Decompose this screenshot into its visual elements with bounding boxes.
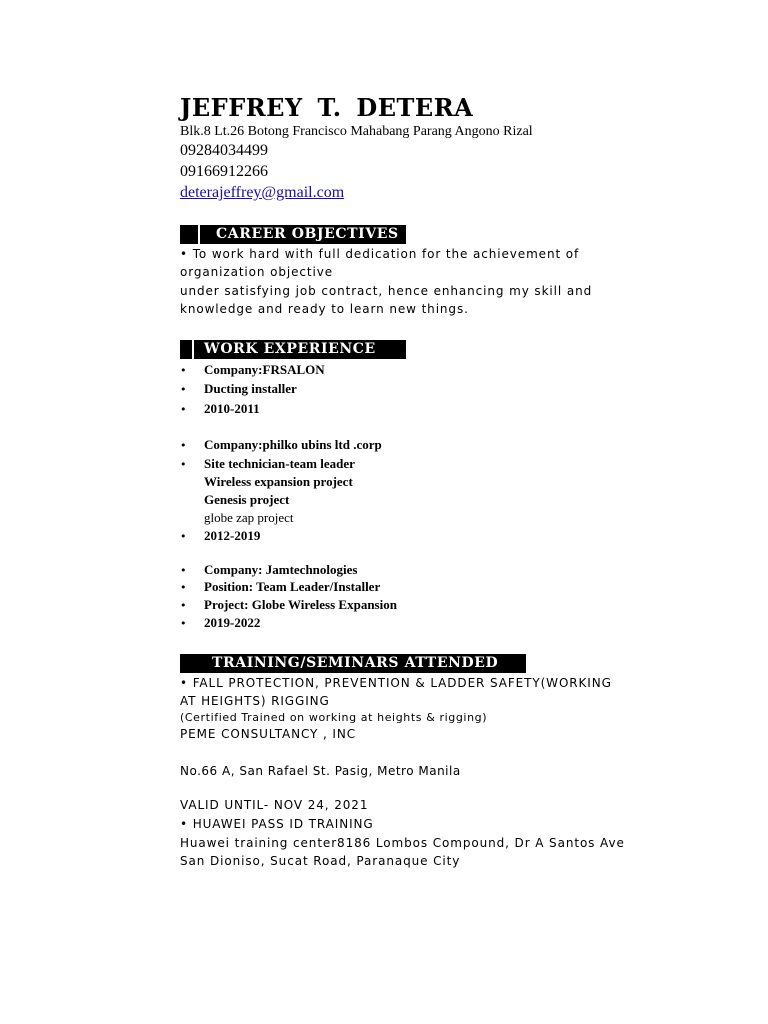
training-2-line-2: San Dioniso, Sucat Road, Paranaque City [180,854,461,868]
address: Blk.8 Lt.26 Botong Francisco Mahabang Parang Angono Rizal [180,124,533,139]
list-bullet: • [180,403,187,416]
list-bullet: • [180,530,187,543]
career-line-4: knowledge and ready to learn new things. [180,302,469,316]
career-objectives-title: CAREER OBJECTIVES [216,226,399,242]
training-1-organization: PEME CONSULTANCY , INC [180,727,357,741]
list-bullet: • [180,599,187,612]
job3-years: 2019-2022 [204,615,261,630]
job1-years: 2010-2011 [204,401,260,416]
applicant-name: JEFFREY T. DETERA [180,93,474,122]
career-objectives-heading [180,225,406,244]
training-2-line-1: Huawei training center8186 Lombos Compound, Dr A Santos Ave [180,836,625,850]
training-heading [180,654,526,673]
job1-company: Company:FRSALON [204,362,325,377]
job3-company: Company: Jamtechnologies [204,562,358,577]
training-title: TRAINING/SEMINARS ATTENDED [212,655,499,671]
job2-project-1: Wireless expansion project [204,474,353,489]
training-1-address: No.66 A, San Rafael St. Pasig, Metro Manila [180,764,461,778]
career-line-1: • To work hard with full dedication for the achievement of [180,247,580,261]
job2-years: 2012-2019 [204,528,261,543]
list-bullet: • [180,564,187,577]
job2-role: Site technician-team leader [204,456,355,471]
work-experience-heading [180,340,406,359]
list-bullet: • [180,458,187,471]
training-1-line-1: • FALL PROTECTION, PREVENTION & LADDER SAFETY(WORKING [180,676,612,690]
career-line-3: under satisfying job contract, hence enhancing my skill and [180,284,593,298]
training-1-validity: VALID UNTIL- NOV 24, 2021 [180,798,369,812]
list-bullet: • [180,617,187,630]
list-bullet: • [180,364,187,377]
job2-project-2: Genesis project [204,492,290,507]
job3-position: Position: Team Leader/Installer [204,579,381,594]
list-bullet: • [180,581,187,594]
job2-company: Company:philko ubins ltd .corp [204,437,382,452]
job2-project-3: globe zap project [204,510,294,525]
training-1-line-2: AT HEIGHTS) RIGGING [180,694,330,708]
list-bullet: • [180,439,187,452]
training-2-title: • HUAWEI PASS ID TRAINING [180,817,374,831]
job1-role: Ducting installer [204,381,297,396]
list-bullet: • [180,383,187,396]
phone-number-2: 09166912266 [180,163,268,180]
email-link[interactable]: deterajeffrey@gmail.com [180,184,345,201]
work-experience-title: WORK EXPERIENCE [204,341,376,357]
heading-divider [198,225,200,244]
job3-project: Project: Globe Wireless Expansion [204,597,397,612]
heading-divider [192,340,194,359]
phone-number-1: 09284034499 [180,142,268,159]
training-1-note: (Certified Trained on working at heights & rigging) [180,711,488,724]
career-line-2: organization objective [180,265,334,279]
